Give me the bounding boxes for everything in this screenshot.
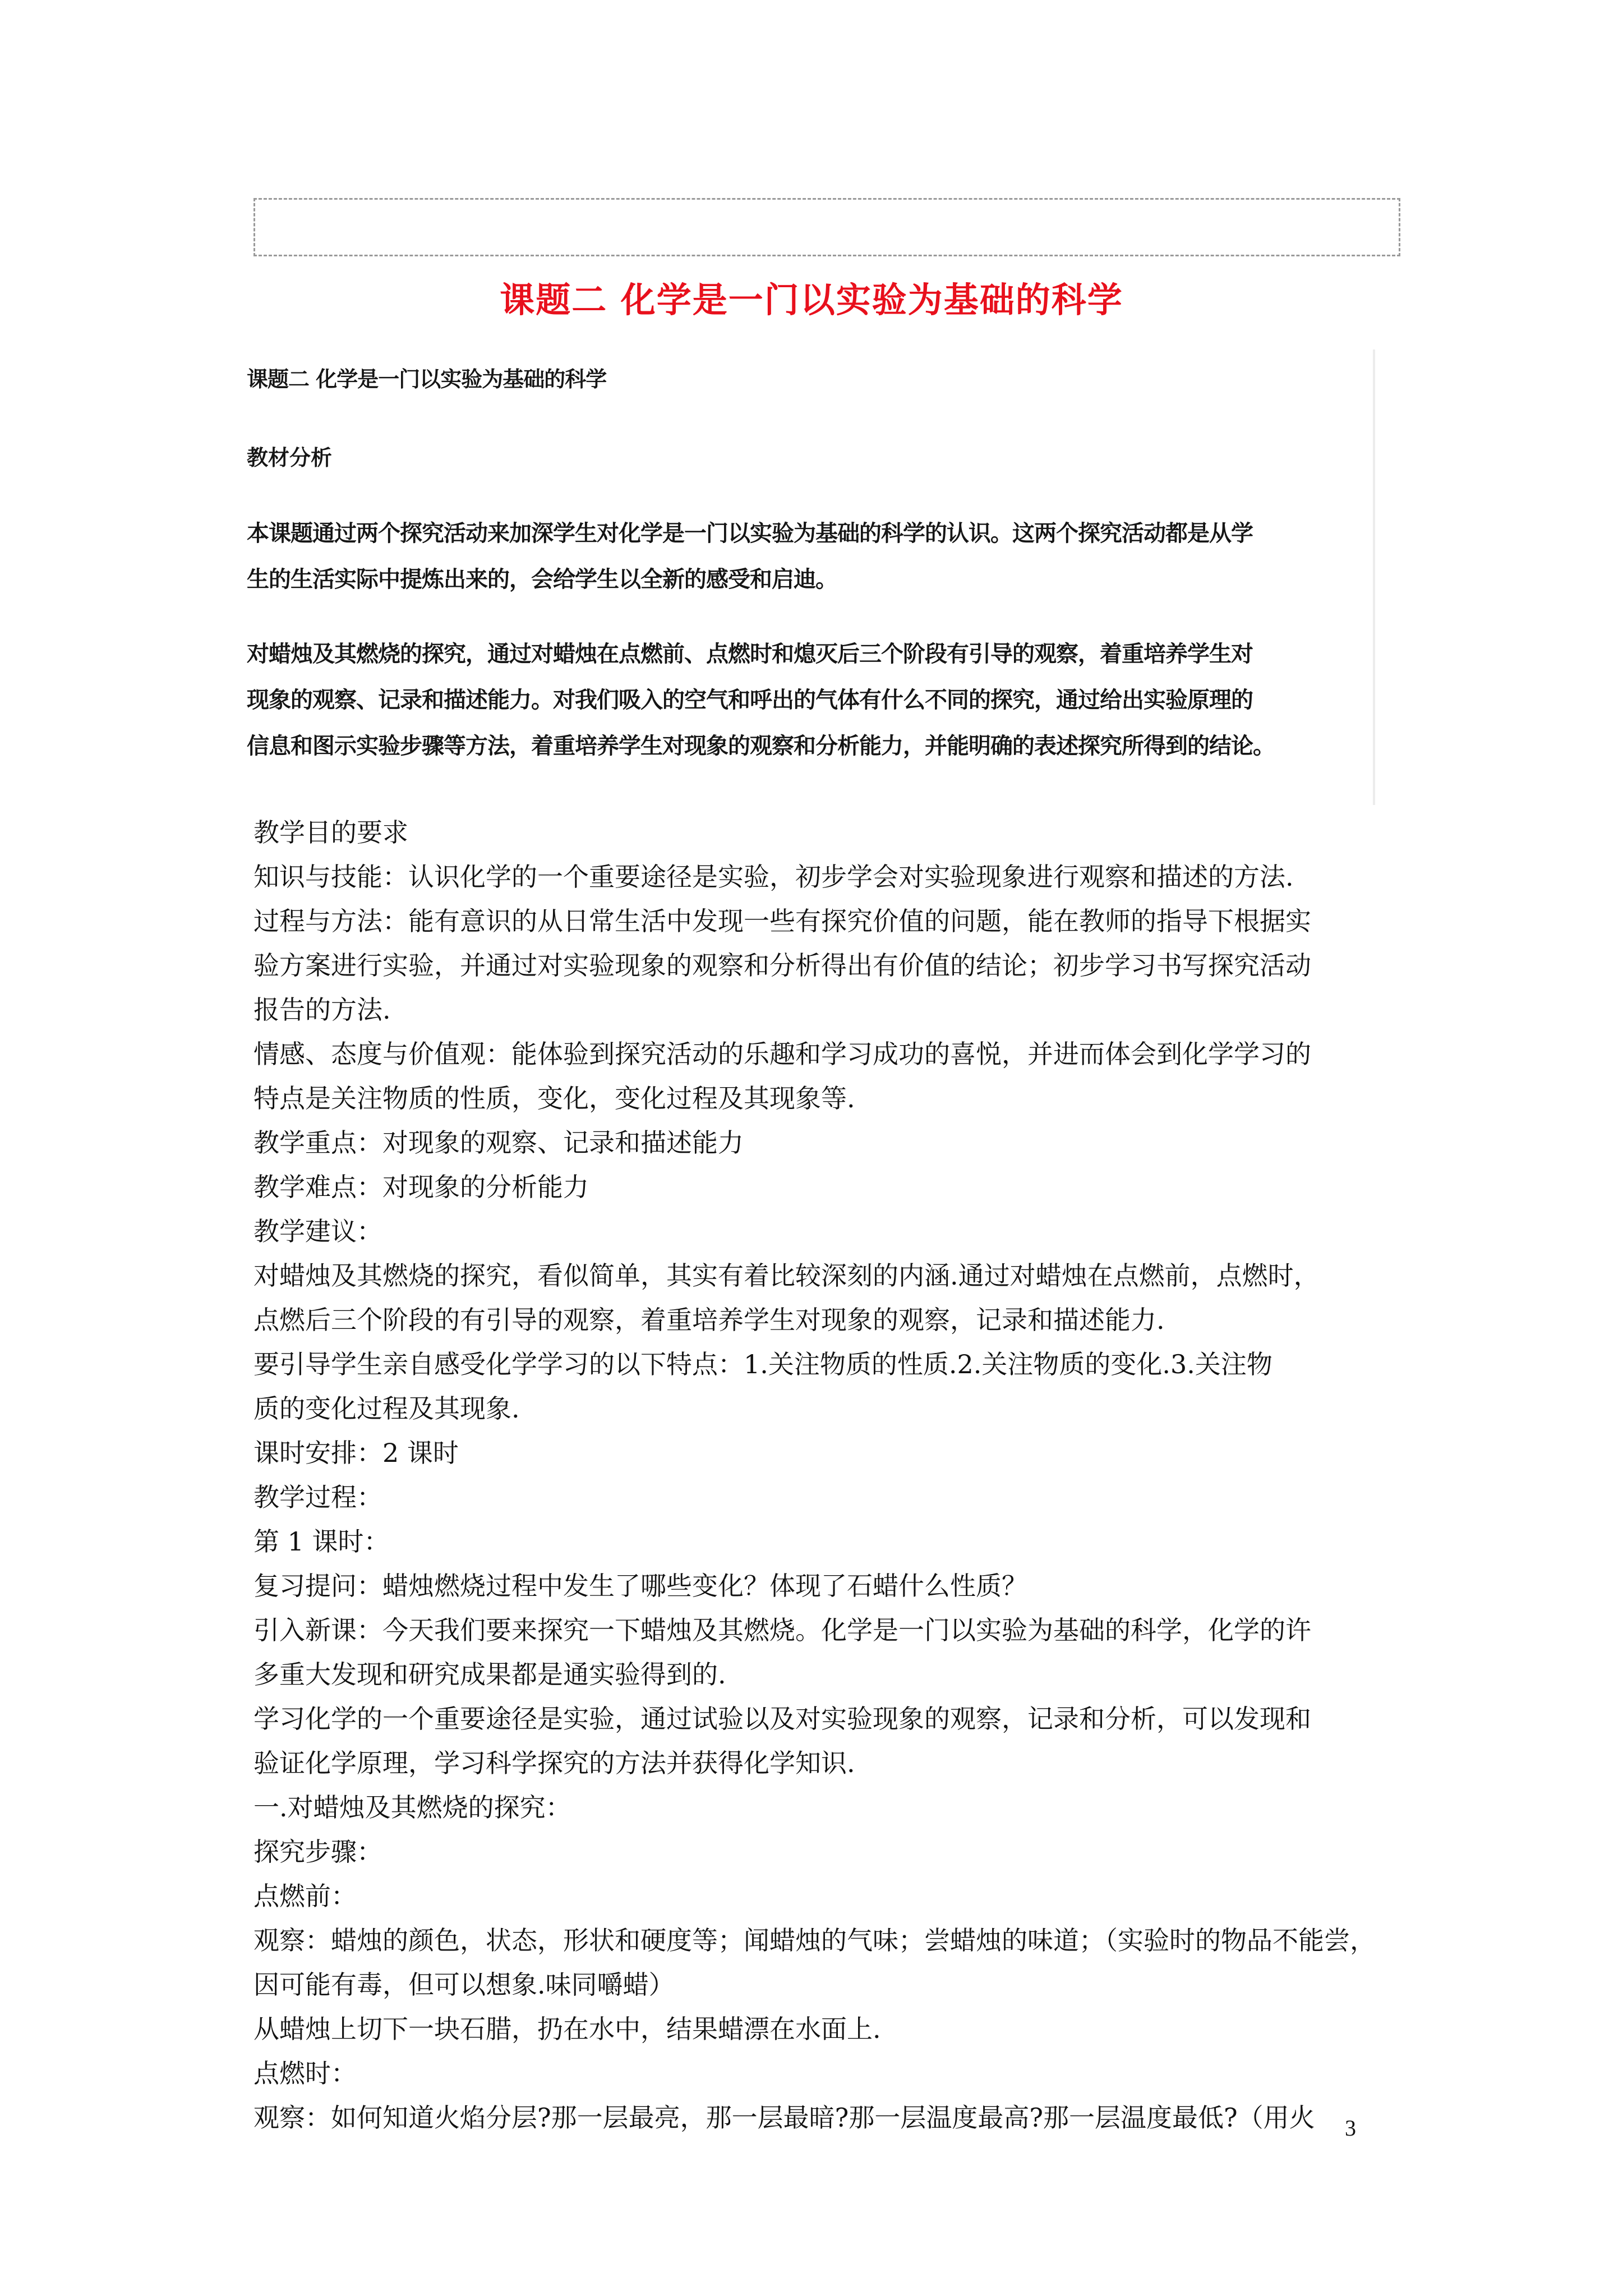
scan-edge [1373,349,1375,805]
body-line: 第 1 课时： [253,1526,390,1557]
scan-line: 信息和图示实验步骤等方法，着重培养学生对现象的观察和分析能力，并能明确的表述探究所得到的结论。 [247,733,1275,759]
body-line: 从蜡烛上切下一块石腊，扔在水中，结果蜡漂在水面上. [253,2014,881,2044]
body-line: 学习化学的一个重要途径是实验，通过试验以及对实验现象的观察，记录和分析，可以发现和 [253,1704,1311,1734]
page-number: 3 [1345,2115,1356,2141]
body-line: 情感、态度与价值观：能体验到探究活动的乐趣和学习成功的喜悦，并进而体会到化学学习的 [253,1039,1311,1069]
page-title: 课题二 化学是一门以实验为基础的科学 [500,279,1123,320]
body-line: 对蜡烛及其燃烧的探究，看似简单，其实有着比较深刻的内涵.通过对蜡烛在点燃前，点燃时， [253,1260,1320,1291]
body-line: 探究步骤： [253,1837,382,1867]
scan-line: 现象的观察、记录和描述能力。对我们吸入的空气和呼出的气体有什么不同的探究，通过给出实验原理的 [247,687,1253,713]
body-line: 报告的方法. [253,995,391,1025]
body-line: 过程与方法：能有意识的从日常生活中发现一些有探究价值的问题，能在教师的指导下根据实 [253,906,1311,936]
scan-line: 生的生活实际中提炼出来的，会给学生以全新的感受和启迪。 [247,567,837,592]
scan-line: 本课题通过两个探究活动来加深学生对化学是一门以实验为基础的科学的认识。这两个探究活动都是从学 [247,521,1253,546]
body-line: 教学建议： [253,1216,382,1246]
body-line: 要引导学生亲自感受化学学习的以下特点：1.关注物质的性质.2.关注物质的变化.3.关注物 [253,1349,1272,1379]
body-line: 多重大发现和研究成果都是通实验得到的. [253,1659,726,1690]
body-line: 观察：如何知道火焰分层?那一层最亮，那一层最暗?那一层温度最高?那一层温度最低?（用火 [253,2102,1315,2133]
body-text [253,811,1409,2140]
body-line: 引入新课：今天我们要来探究一下蜡烛及其燃烧。化学是一门以实验为基础的科学，化学的许 [253,1615,1311,1645]
body-line: 教学过程： [253,1482,382,1512]
scan-paragraph-1 [247,510,1253,602]
body-line: 质的变化过程及其现象. [253,1393,520,1424]
body-line: 点燃时： [253,2058,357,2088]
scan-heading: 教材分析 [247,445,333,470]
body-line: 教学难点：对现象的分析能力 [253,1172,589,1202]
body-line: 课时安排：2 课时 [253,1438,459,1468]
body-line: 复习提问：蜡烛燃烧过程中发生了哪些变化？体现了石蜡什么性质？ [253,1571,1027,1601]
body-line: 特点是关注物质的性质，变化，变化过程及其现象等. [253,1083,855,1114]
body-line: 教学重点：对现象的观察、记录和描述能力 [253,1128,744,1158]
body-line: 教学目的要求 [253,817,408,848]
body-line: 点燃前： [253,1881,357,1911]
body-line: 一.对蜡烛及其燃烧的探究： [253,1792,571,1823]
body-line: 知识与技能：认识化学的一个重要途径是实验，初步学会对实验现象进行观察和描述的方法. [253,862,1294,892]
body-line: 观察：蜡烛的颜色，状态，形状和硬度等；闻蜡烛的气味；尝蜡烛的味道；（实验时的物品不能尝， [253,1925,1376,1955]
scan-line: 对蜡烛及其燃烧的探究，通过对蜡烛在点燃前、点燃时和熄灭后三个阶段有引导的观察，着重培养学生对 [247,641,1253,667]
body-line: 验证化学原理，学习科学探究的方法并获得化学知识. [253,1748,855,1778]
header-dashed-box [253,198,1400,256]
scanned-excerpt [247,345,1375,805]
scan-title: 课题二 化学是一门以实验为基础的科学 [247,367,607,392]
body-line: 验方案进行实验，并通过对实验现象的观察和分析得出有价值的结论；初步学习书写探究活动 [253,950,1311,981]
body-line: 点燃后三个阶段的有引导的观察，着重培养学生对现象的观察，记录和描述能力. [253,1305,1165,1335]
scan-paragraph-2 [247,631,1275,769]
body-line: 因可能有毒，但可以想象.味同嚼蜡） [253,1970,675,2000]
